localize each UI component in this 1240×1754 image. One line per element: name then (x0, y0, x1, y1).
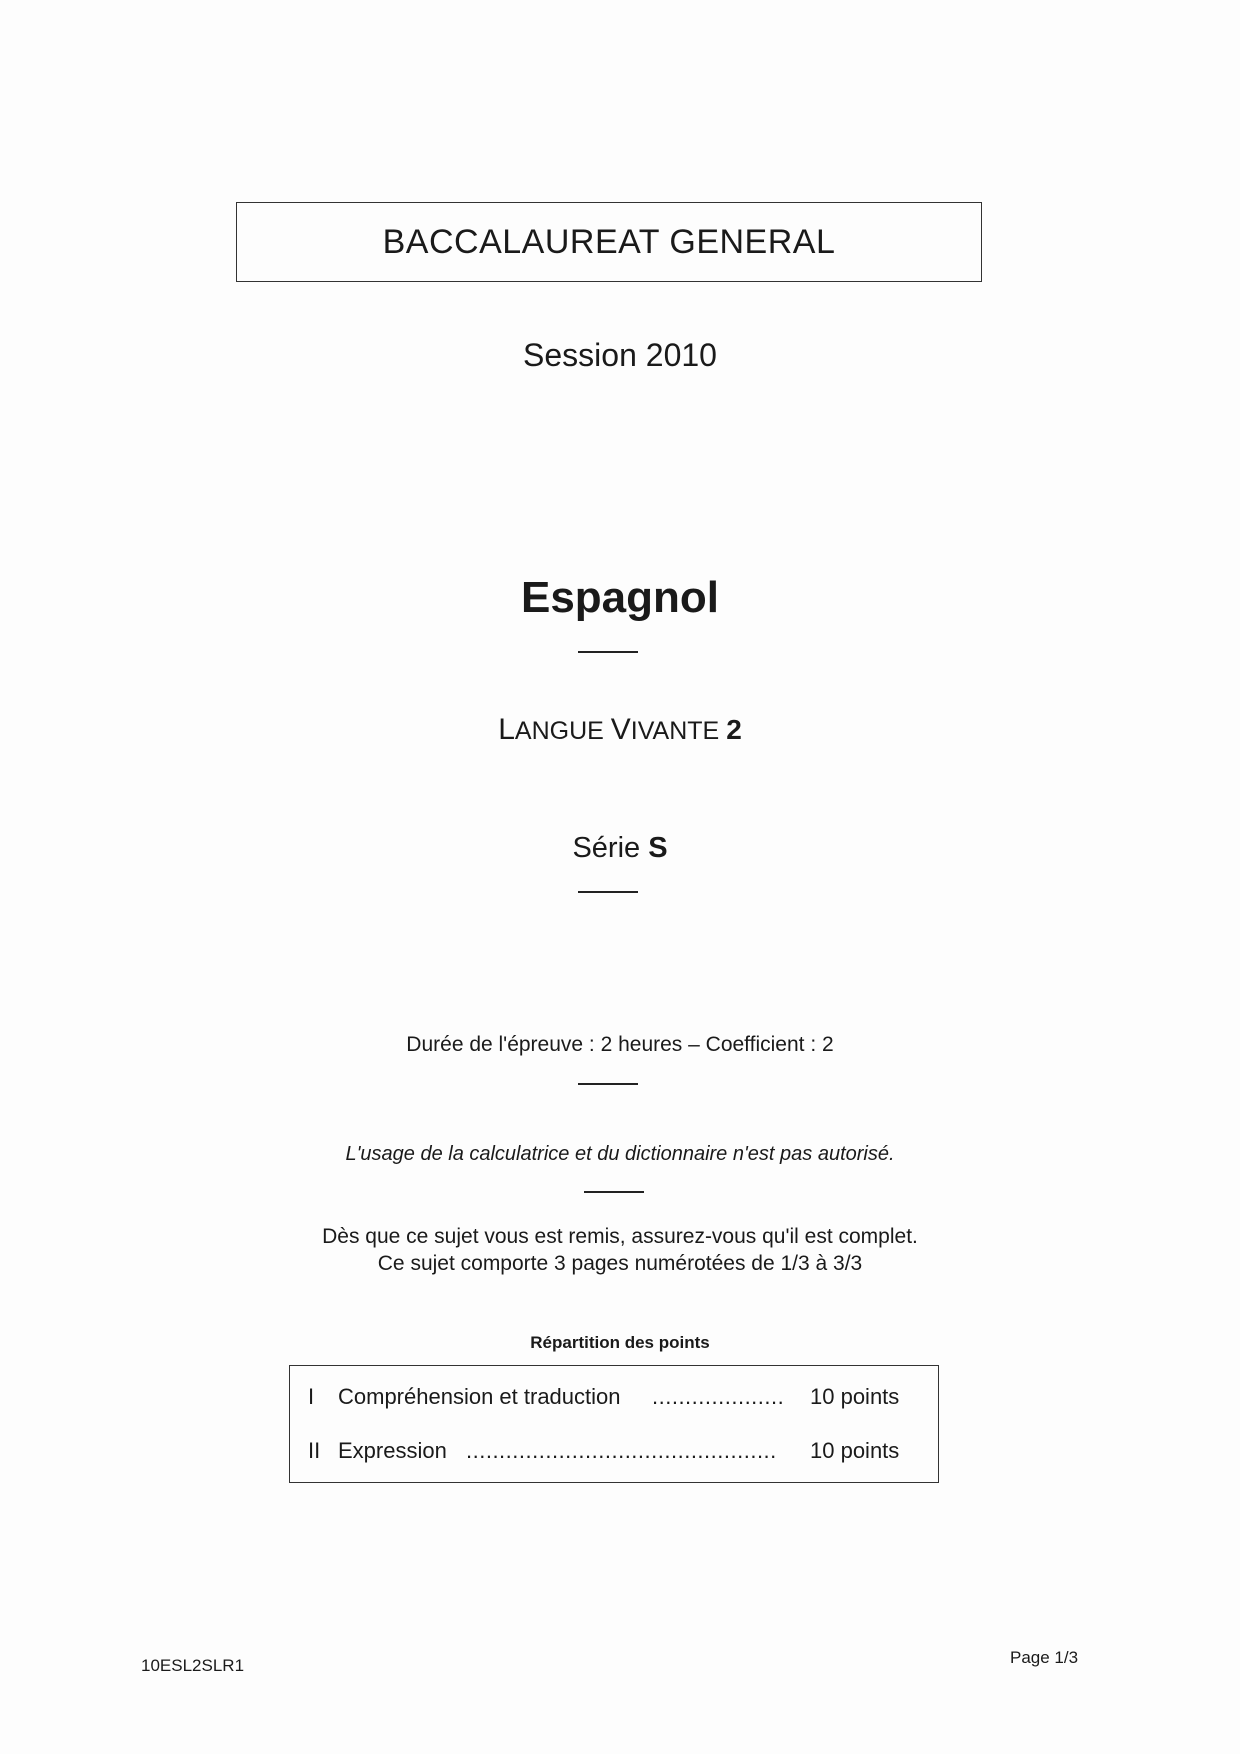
divider-rule (578, 651, 638, 653)
points-row-value: 10 points (810, 1384, 900, 1409)
points-row-leader-dots: .................... (652, 1384, 785, 1409)
completeness-notice-1: Dès que ce sujet vous est remis, assurez-vous qu'il est complet. (322, 1225, 918, 1248)
langue-initial-l: L (498, 713, 515, 746)
duration-coefficient: Durée de l'épreuve : 2 heures – Coefficient : 2 (406, 1033, 834, 1056)
page-number: Page 1/3 (1010, 1648, 1079, 1667)
serie-label: Série (572, 832, 649, 864)
points-row-label: Expression (338, 1438, 447, 1463)
exam-title: BACCALAUREAT GENERAL (382, 222, 836, 261)
serie-letter: S (648, 832, 668, 864)
points-distribution-table (289, 1365, 939, 1483)
divider-rule (578, 891, 638, 893)
langue-vivante (0, 713, 1240, 747)
points-row (290, 1384, 940, 1414)
calculator-notice: L'usage de la calculatrice et du dictionnaire n'est pas autorisé. (345, 1143, 895, 1165)
divider-rule (584, 1191, 644, 1193)
subject-name: Espagnol (520, 573, 720, 622)
completeness-notice-2: Ce sujet comporte 3 pages numérotées de 1/3 à 3/3 (377, 1252, 863, 1275)
langue-rest-2: IVANTE (630, 717, 727, 745)
points-row-leader-dots: ............................................... (466, 1438, 777, 1463)
langue-rest: ANGUE (514, 717, 611, 745)
points-row (290, 1438, 940, 1468)
points-row-label: Compréhension et traduction (338, 1384, 621, 1409)
exam-code: 10ESL2SLR1 (141, 1656, 245, 1675)
session-year: Session 2010 (523, 337, 717, 373)
divider-rule (578, 1083, 638, 1085)
points-row-numeral: I (308, 1384, 315, 1409)
points-row-value: 10 points (810, 1438, 900, 1463)
serie (0, 832, 1240, 865)
title-box (236, 202, 982, 282)
points-row-numeral: II (308, 1438, 321, 1463)
langue-number: 2 (726, 714, 742, 745)
langue-initial-v: V (610, 713, 631, 746)
points-distribution-title: Répartition des points (530, 1333, 710, 1352)
